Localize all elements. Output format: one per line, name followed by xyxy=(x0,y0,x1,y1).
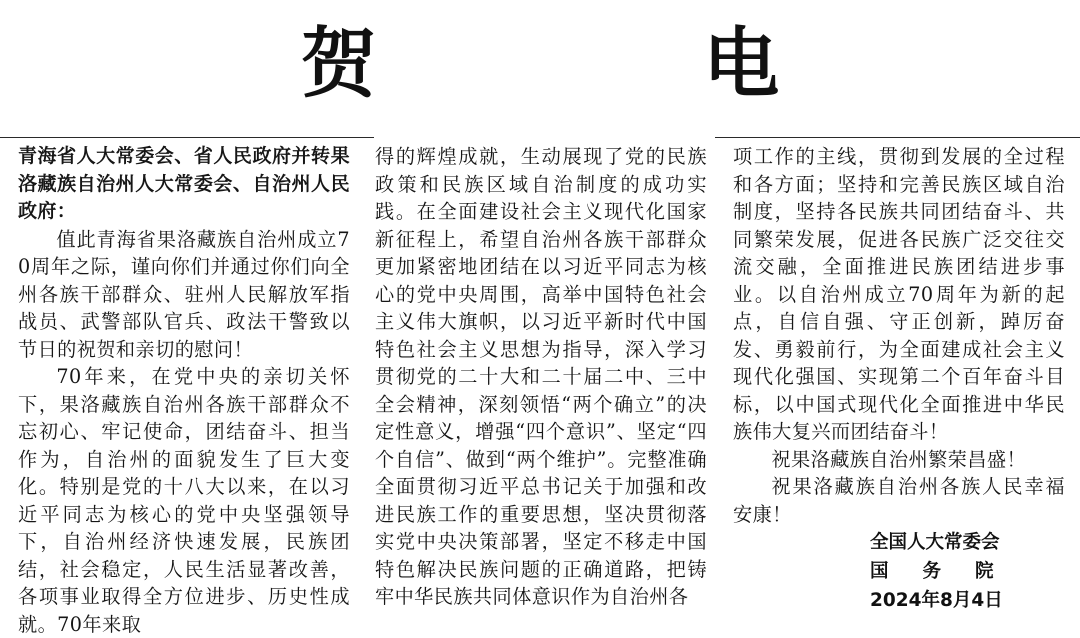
text-column-1 xyxy=(18,143,350,638)
closing-wish-1: 祝果洛藏族自治州繁荣昌盛！ xyxy=(771,447,1027,471)
paragraph-1: 值此青海省果洛藏族自治州成立70周年之际，谨向你们并通过你们向全州各族干部群众、驻州人民解放军指战员、武警部队官兵、政法干警致以节日的祝贺和亲切的慰问！ xyxy=(18,227,350,361)
paragraph-2-continued: 得的辉煌成就，生动展现了党的民族政策和民族区域自治制度的成功实践。在全面建设社会主义现代化国家新征程上，希望自治州各族干部群众更加紧密地团结在以习近平同志为核心的党中央周围，高举中国特色社会主义伟大旗帜，以习近平新时代中国特色社会主义思想为指导，深入学习贯彻党的二十大和二十届二中、三中全会精神，深刻领悟“两个确立”的决定性意义，增强“四个意识”、坚定“四个自信”、做到“两个维护”。完整准确全面贯彻习近平总书记关于加强和改进民族工作的重要思想，坚决贯彻落实党中央决策部署，坚定不移走中国特色解决民族问题的正确道路，把铸牢中华民族共同体意识作为自治州各 xyxy=(375,145,707,608)
closing-wish-2: 祝果洛藏族自治州各族人民幸福安康！ xyxy=(733,475,1065,526)
page-title: 贺 电 xyxy=(300,19,930,108)
signature-block xyxy=(870,528,1028,615)
paragraph-2: 70年来，在党中央的亲切关怀下，果洛藏族自治州各族干部群众不忘初心、牢记使命，团结奋斗、担当作为，自治州的面貌发生了巨大变化。特别是党的十八大以来，在以习近平同志为核心的党中央坚强领导下，自治州经济快速发展，民族团结，社会稳定，人民生活显著改善，各项事业取得全方位进步、历史性成就。70年来取 xyxy=(18,365,350,636)
paragraph-2-end: 项工作的主线，贯彻到发展的全过程和各方面；坚持和完善民族区域自治制度，坚持各民族共同团结奋斗、共同繁荣发展，促进各民族广泛交往交流交融，全面推进民族团结进步事业。以自治州成立70周年为新的起点，自信自强、守正创新，踔厉奋发、勇毅前行，为全面建成社会主义现代化强国、实现第二个百年奋斗目标，以中国式现代化全面推进中华民族伟大复兴而团结奋斗！ xyxy=(733,145,1065,443)
title-rule-right xyxy=(715,137,1080,138)
salutation: 青海省人大常委会、省人民政府并转果洛藏族自治州人大常委会、自治州人民政府： xyxy=(18,145,350,222)
text-column-3 xyxy=(733,143,1065,528)
signature-date: 2024年8月4日 xyxy=(870,590,1003,611)
text-column-2 xyxy=(375,143,707,611)
signature-org-npc: 全国人大常委会 xyxy=(870,532,1000,553)
title-rule-left xyxy=(0,137,374,138)
signature-org-state-council-text: 国务院 xyxy=(870,561,1028,582)
signature-org-state-council xyxy=(870,557,1028,586)
